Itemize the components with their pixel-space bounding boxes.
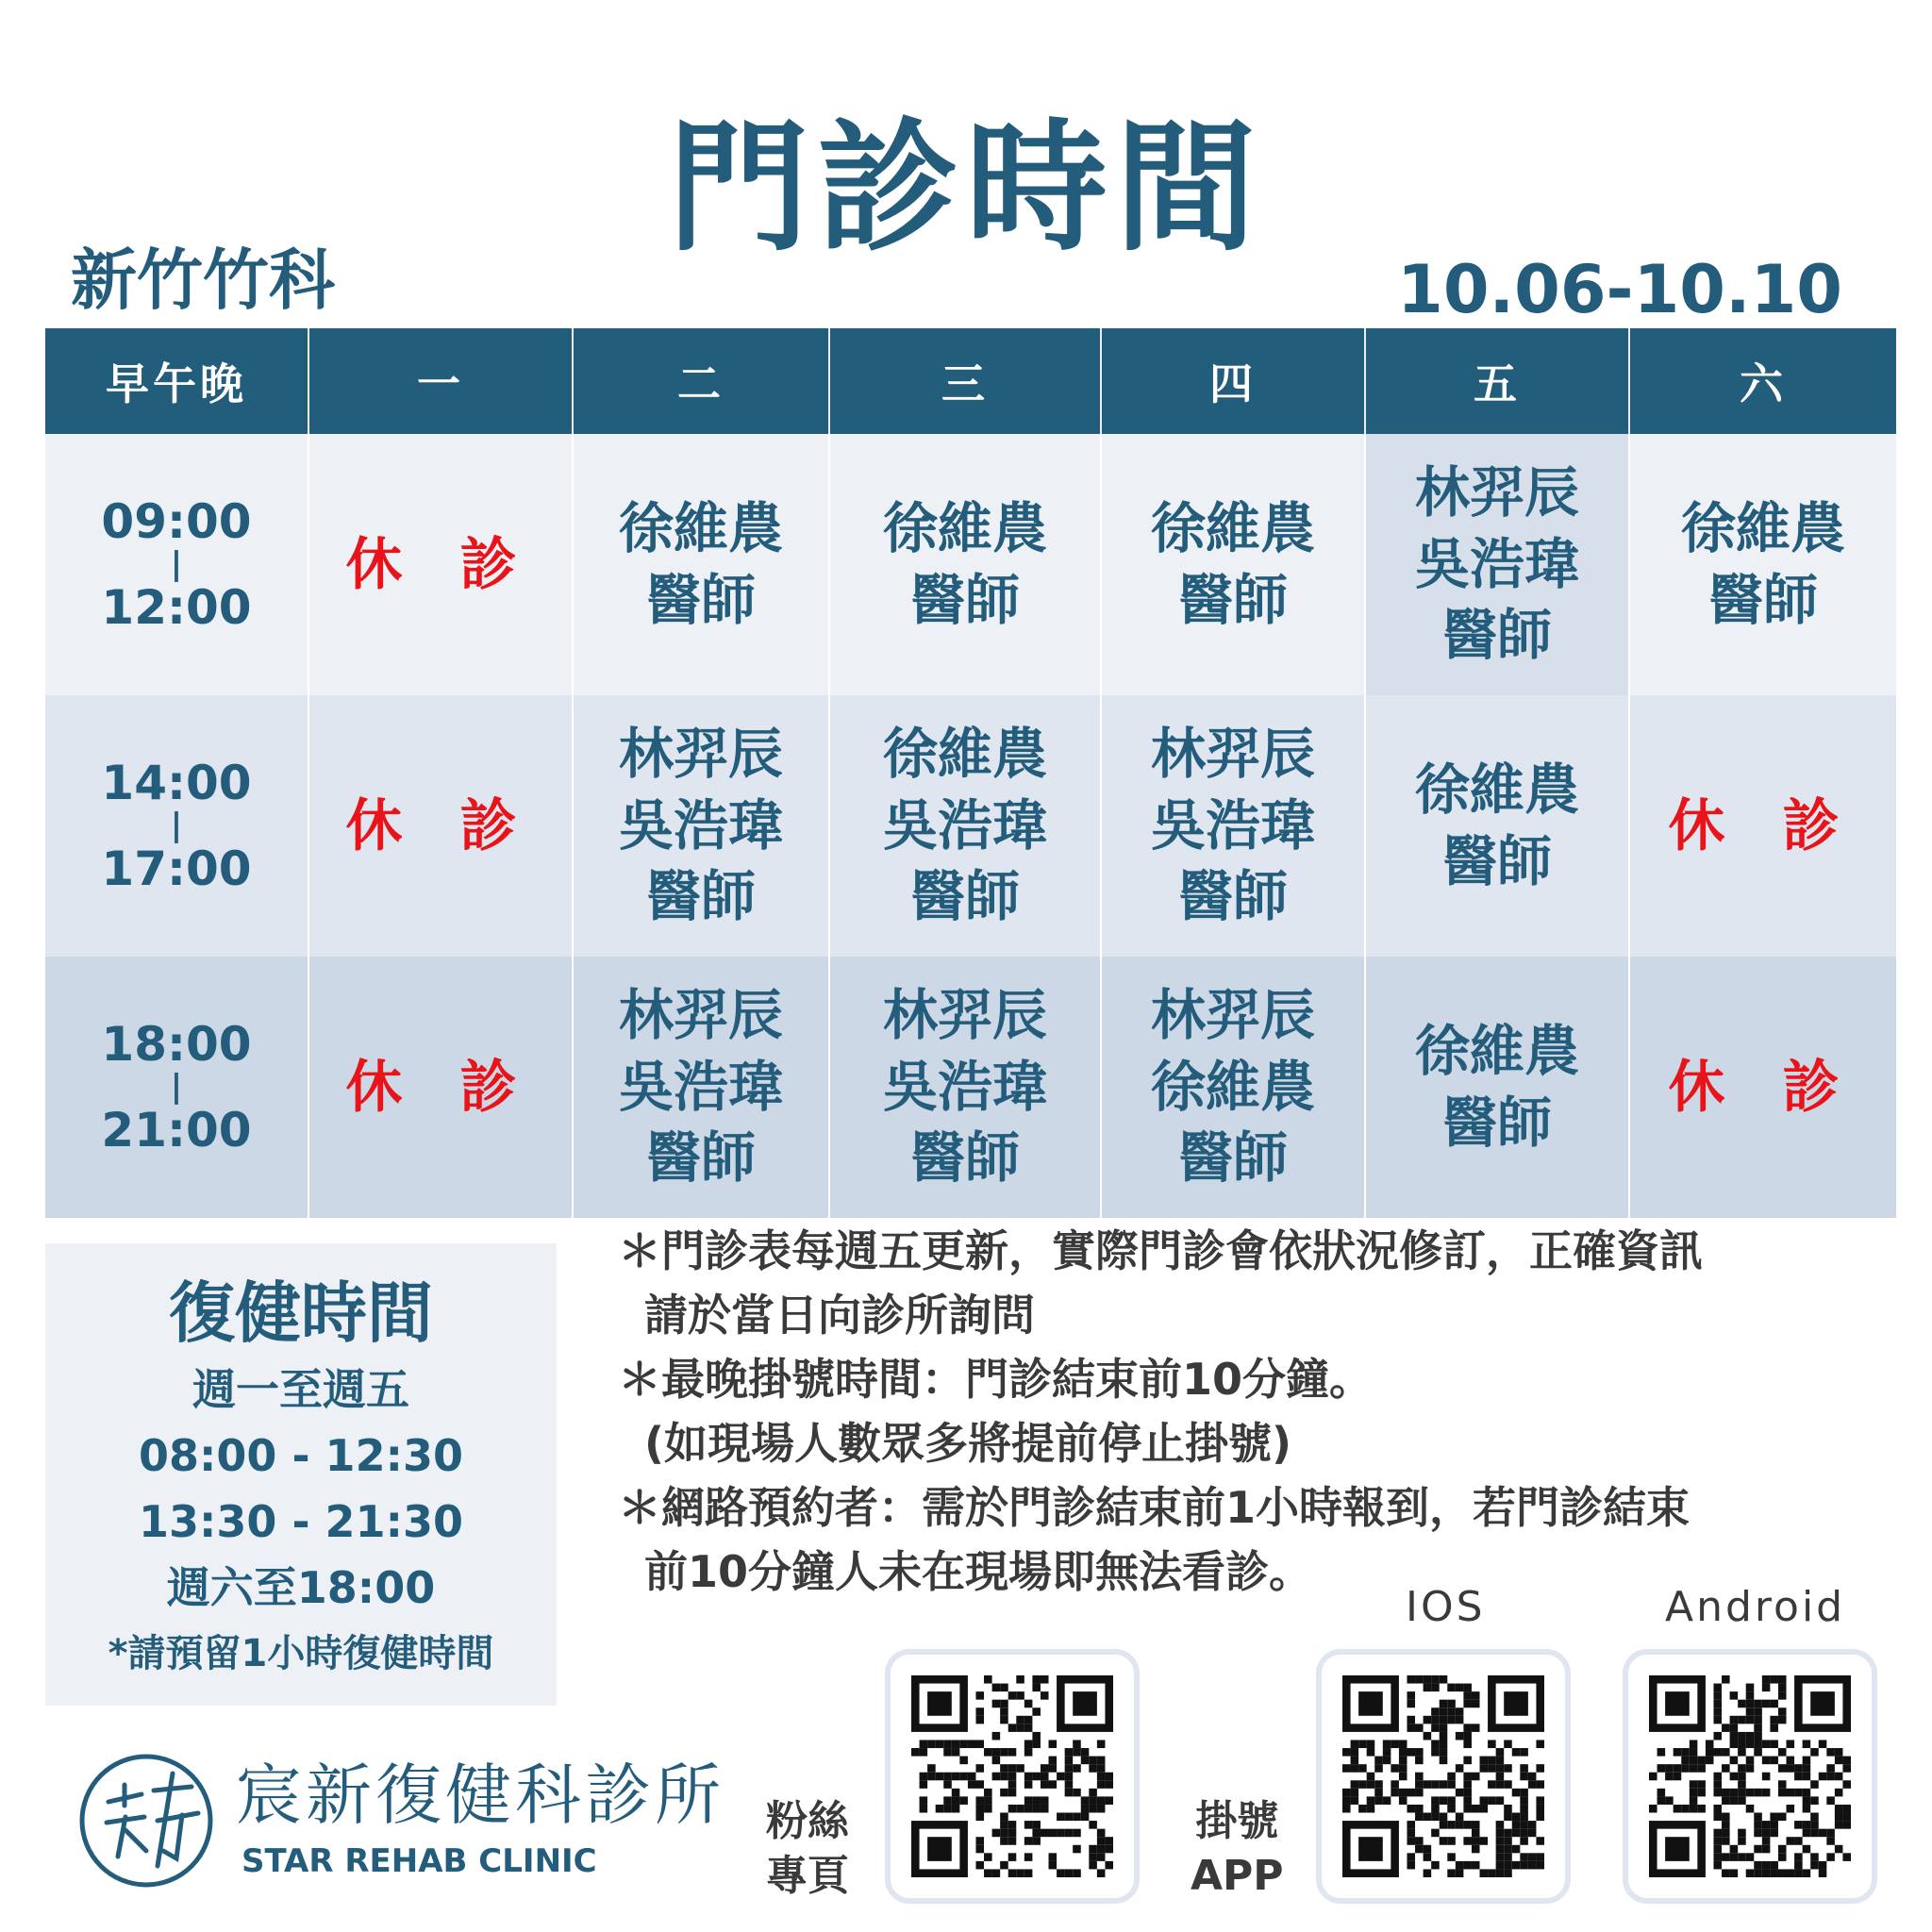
doctor-name: 徐維農	[882, 722, 1047, 787]
time-value: 12:00	[101, 579, 252, 635]
doctor-title: 醫師	[909, 567, 1020, 632]
doctor-title: 醫師	[1177, 567, 1288, 632]
closed-label: 休 診	[1668, 1054, 1858, 1121]
doctor-name: 林羿辰	[1414, 460, 1579, 525]
header-day-wed: 三	[829, 328, 1101, 434]
app-label-line: APP	[1191, 1852, 1284, 1900]
schedule-cell-wed	[829, 434, 1101, 695]
schedule-row	[45, 695, 1896, 957]
schedule-cell-wed	[829, 695, 1101, 957]
closed-label: 休 診	[345, 792, 536, 859]
schedule-cell-tue	[573, 957, 829, 1218]
schedule-cell-mon	[308, 695, 573, 957]
page-title: 門診時間	[667, 107, 1264, 271]
doctor-title: 醫師	[1441, 828, 1552, 893]
schedule-cell-fri	[1365, 434, 1629, 695]
schedule-cell-fri	[1365, 695, 1629, 957]
doctor-name: 吳浩瑋	[618, 1054, 783, 1119]
schedule-cell-thu	[1101, 957, 1365, 1218]
time-value: 17:00	[101, 841, 252, 896]
fans-page-qr-code[interactable]	[885, 1649, 1140, 1904]
schedule-cell-sat	[1629, 434, 1896, 695]
time-slot-cell	[45, 957, 308, 1218]
time-separator: |	[170, 545, 183, 584]
schedule-cell-wed	[829, 957, 1101, 1218]
note-line: ＊門診表每週五更新，實際門診會依狀況修訂，正確資訊	[618, 1225, 1703, 1276]
time-slot-cell	[45, 695, 308, 957]
doctor-name: 林羿辰	[618, 983, 783, 1048]
doctor-name: 吳浩瑋	[882, 1054, 1047, 1119]
schedule-cell-thu	[1101, 695, 1365, 957]
doctor-name: 徐維農	[1680, 496, 1845, 561]
doctor-name: 徐維農	[1150, 496, 1315, 561]
schedule-cell-thu	[1101, 434, 1365, 695]
schedule-header-row	[45, 328, 1896, 434]
date-range: 10.06-10.10	[1397, 251, 1842, 328]
doctor-name: 林羿辰	[1150, 983, 1315, 1048]
clinic-location: 新竹竹科	[71, 242, 335, 319]
doctor-name: 吳浩瑋	[618, 792, 783, 858]
schedule-cell-fri	[1365, 957, 1629, 1218]
rehab-session-2: 13:30 - 21:30	[139, 1496, 463, 1547]
doctor-name: 徐維農	[1150, 1054, 1315, 1119]
schedule-cell-sat	[1629, 695, 1896, 957]
doctor-title: 醫師	[645, 1125, 756, 1191]
doctor-title: 醫師	[1441, 603, 1552, 668]
note-line: 前10分鐘人未在現場即無法看診。	[644, 1546, 1313, 1597]
time-slot-cell	[45, 434, 308, 695]
doctor-title: 醫師	[1707, 567, 1818, 632]
app-label-line: 掛號	[1195, 1797, 1279, 1845]
fans-page-label	[766, 1794, 849, 1904]
header-day-fri: 五	[1365, 328, 1629, 434]
doctor-title: 醫師	[1441, 1090, 1552, 1155]
fans-label-line: 粉絲	[766, 1797, 849, 1845]
doctor-title: 醫師	[645, 567, 756, 632]
doctor-name: 林羿辰	[618, 722, 783, 787]
time-value: 09:00	[101, 494, 252, 550]
rehab-session-1: 08:00 - 12:30	[139, 1430, 463, 1481]
android-app-qr-code[interactable]	[1623, 1649, 1877, 1904]
note-line: ＊最晚掛號時間：門診結束前10分鐘。	[618, 1354, 1374, 1405]
schedule-table	[45, 328, 1896, 1218]
rehab-title: 復健時間	[169, 1274, 433, 1352]
doctor-title: 醫師	[909, 1125, 1020, 1191]
qr-pattern-icon	[911, 1675, 1113, 1877]
header-corner: 早午晚	[45, 328, 308, 434]
doctor-title: 醫師	[1177, 864, 1288, 929]
ios-label: IOS	[1406, 1583, 1486, 1631]
rehab-hours-box	[45, 1243, 557, 1706]
doctor-name: 徐維農	[1414, 1019, 1579, 1084]
doctor-name: 林羿辰	[1150, 722, 1315, 787]
note-line: 請於當日向診所詢問	[644, 1290, 1035, 1341]
doctor-name: 徐維農	[882, 496, 1047, 561]
time-separator: |	[170, 807, 183, 845]
schedule-cell-tue	[573, 434, 829, 695]
schedule-row	[45, 957, 1896, 1218]
note-line: ＊網路預約者：需於門診結束前1小時報到，若門診結束	[618, 1482, 1690, 1533]
doctor-name: 吳浩瑋	[1150, 792, 1315, 858]
schedule-cell-mon	[308, 957, 573, 1218]
clinic-name-en: STAR REHAB CLINIC	[242, 1842, 597, 1880]
fans-label-line: 專頁	[766, 1852, 849, 1900]
schedule-cell-tue	[573, 695, 829, 957]
doctor-name: 徐維農	[1414, 758, 1579, 823]
rehab-weekday-label: 週一至週五	[192, 1364, 409, 1415]
time-value: 18:00	[101, 1017, 252, 1073]
schedule-row	[45, 434, 1896, 695]
qr-pattern-icon	[1649, 1675, 1851, 1877]
rehab-saturday: 週六至18:00	[166, 1562, 436, 1613]
rehab-note: *請預留1小時復健時間	[108, 1632, 494, 1675]
doctor-name: 徐維農	[618, 496, 783, 561]
time-value: 14:00	[101, 756, 252, 811]
time-separator: |	[170, 1068, 183, 1107]
android-label: Android	[1665, 1583, 1846, 1631]
note-line: (如現場人數眾多將提前停止掛號)	[644, 1418, 1292, 1469]
doctor-title: 醫師	[1177, 1125, 1288, 1191]
doctor-title: 醫師	[645, 864, 756, 929]
header-day-thu: 四	[1101, 328, 1365, 434]
closed-label: 休 診	[345, 531, 536, 598]
header-day-tue: 二	[573, 328, 829, 434]
booking-app-label	[1191, 1794, 1284, 1904]
closed-label: 休 診	[1668, 792, 1858, 859]
header-day-mon: 一	[308, 328, 573, 434]
closed-label: 休 診	[345, 1054, 536, 1121]
schedule-cell-sat	[1629, 957, 1896, 1218]
notes-block	[618, 1219, 1891, 1604]
doctor-title: 醫師	[909, 864, 1020, 929]
schedule-cell-mon	[308, 434, 573, 695]
clinic-logo-icon	[71, 1745, 222, 1896]
doctor-name: 吳浩瑋	[882, 792, 1047, 858]
doctor-name: 吳浩瑋	[1414, 531, 1579, 596]
header-day-sat: 六	[1629, 328, 1896, 434]
clinic-name-cn: 宸新復健科診所	[236, 1757, 724, 1834]
doctor-name: 林羿辰	[882, 983, 1047, 1048]
time-value: 21:00	[101, 1102, 252, 1158]
qr-pattern-icon	[1342, 1675, 1544, 1877]
ios-app-qr-code[interactable]	[1316, 1649, 1571, 1904]
